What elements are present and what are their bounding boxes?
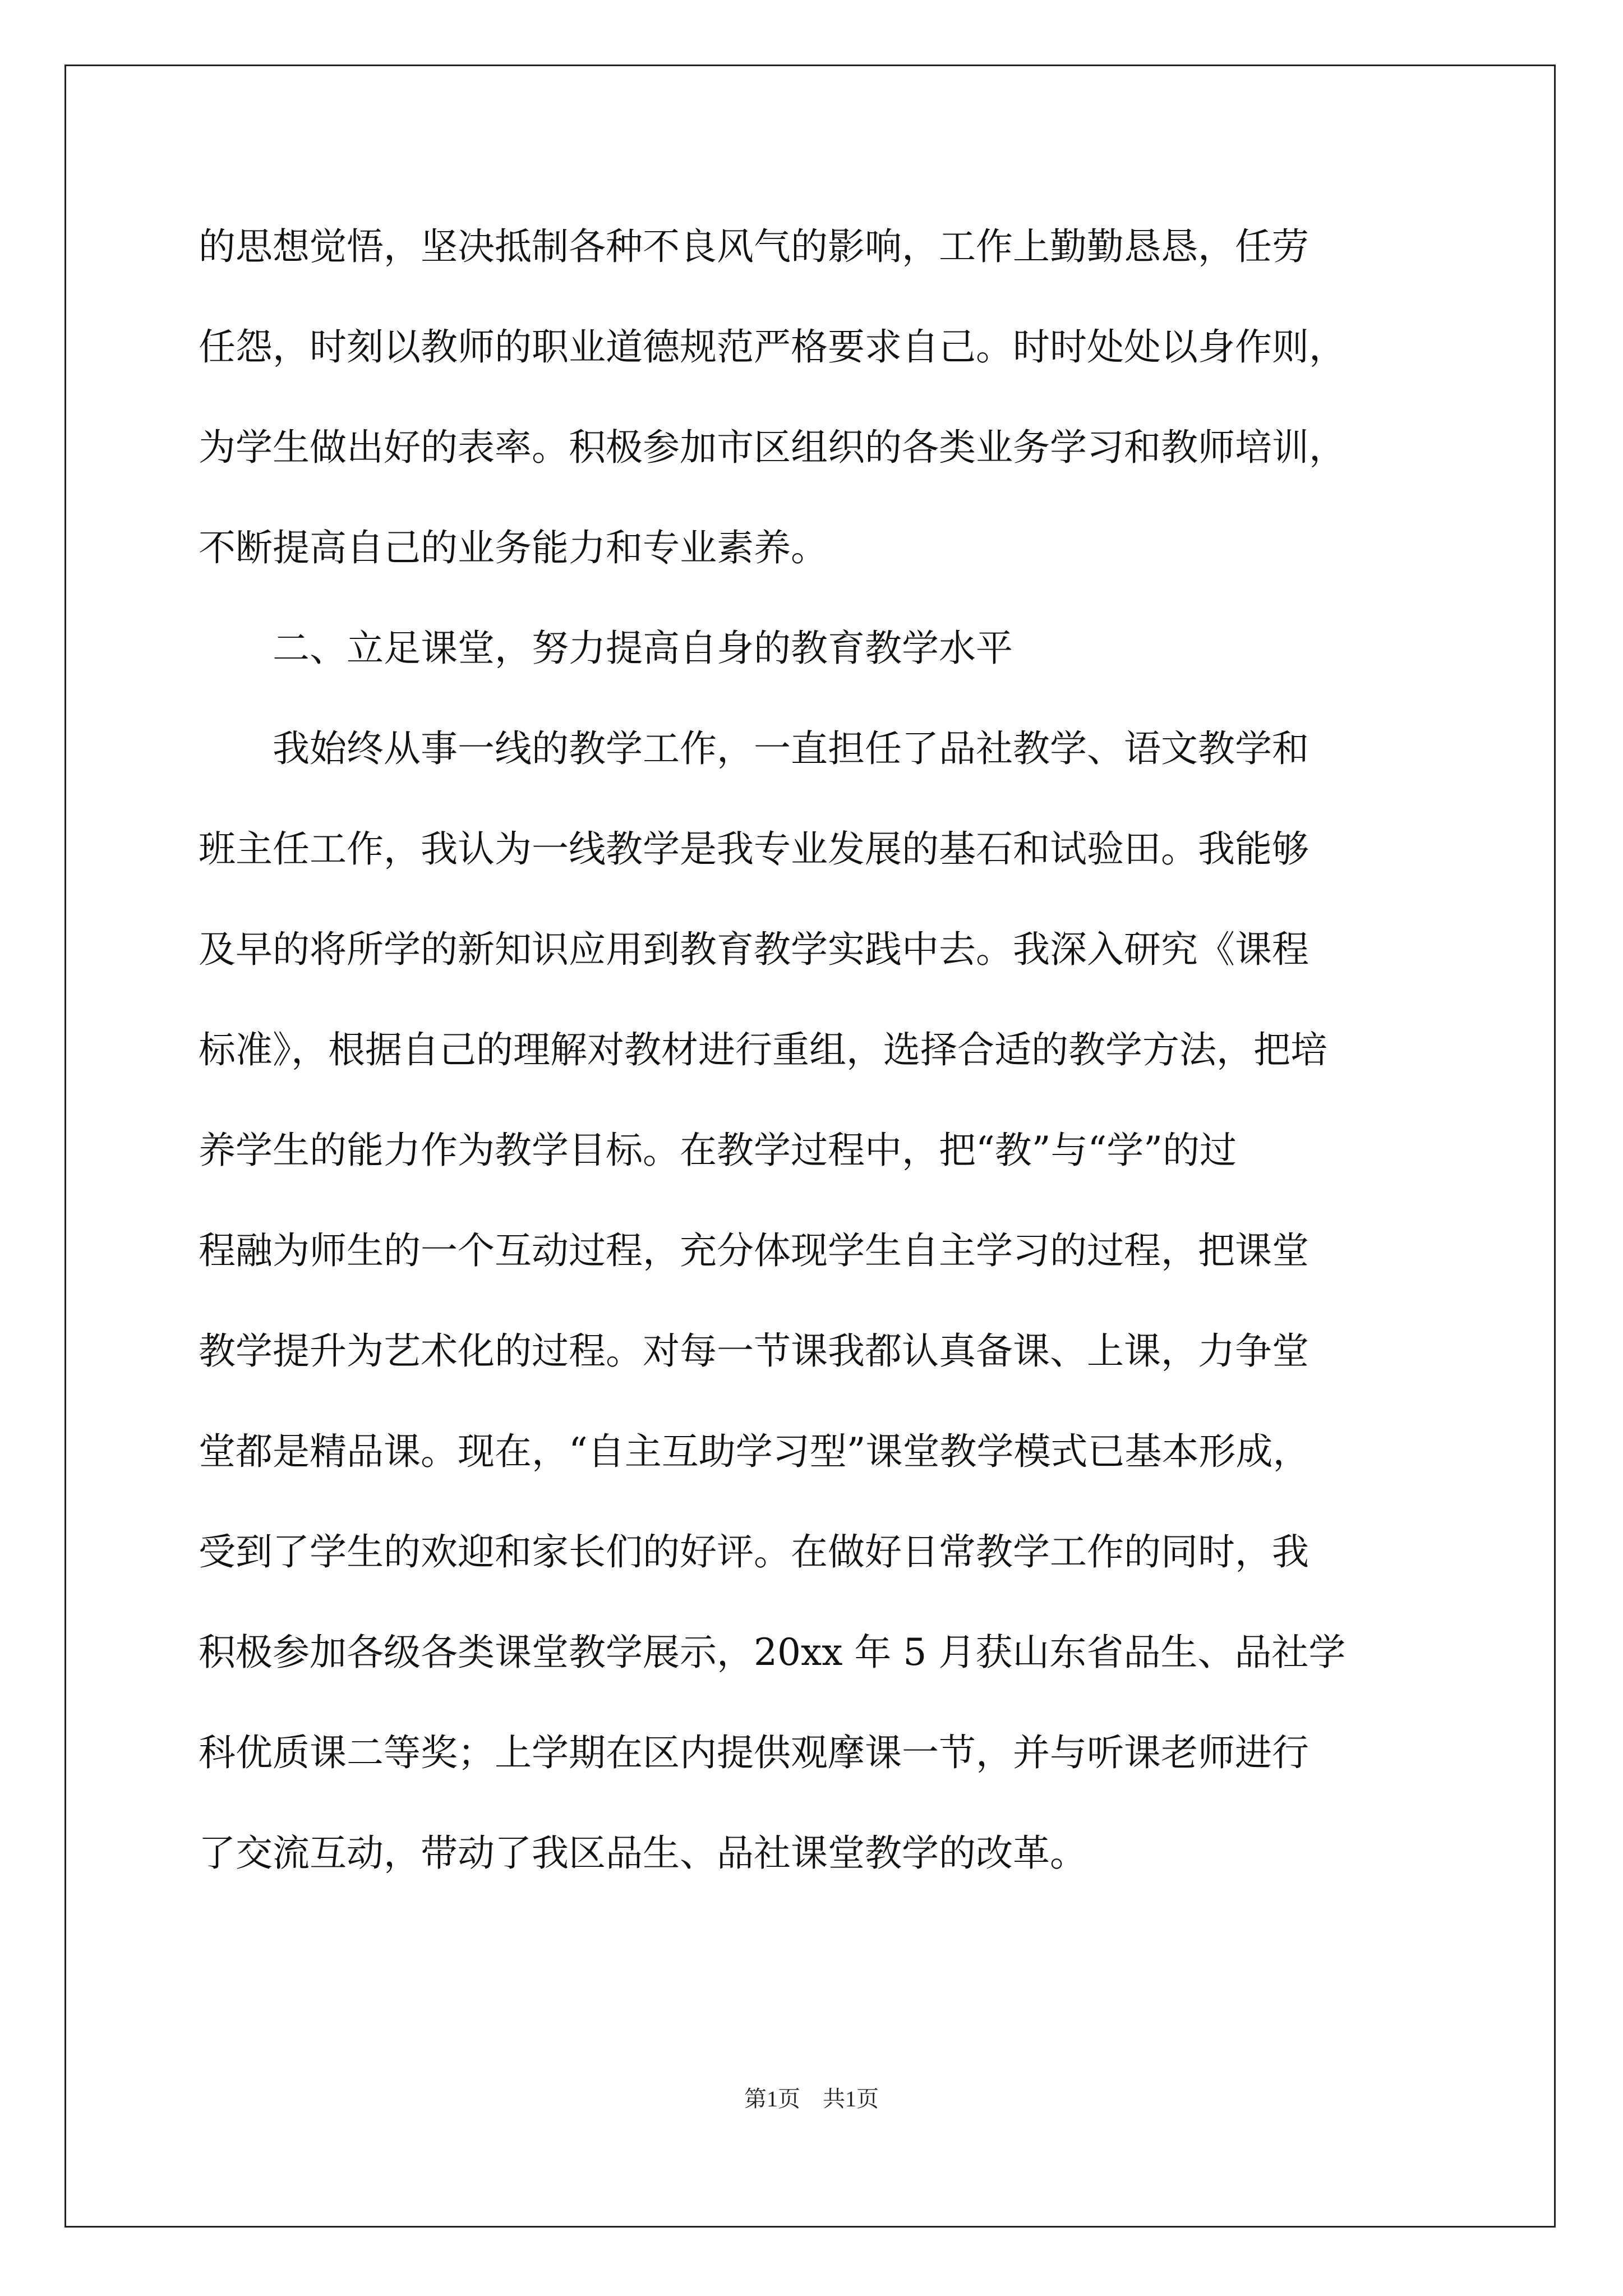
- text-line: 班主任工作，我认为一线教学是我专业发展的基石和试验田。我能够: [199, 827, 1309, 871]
- text-line: 为学生做出好的表率。积极参加市区组织的各类业务学习和教师培训，: [199, 426, 1346, 469]
- text-line: 的思想觉悟，坚决抵制各种不良风气的影响，工作上勤勤恳恳，任劳: [199, 225, 1309, 268]
- text-line: 堂都是精品课。现在，“自主互助学习型”课堂教学模式已基本形成，: [199, 1430, 1310, 1473]
- text-line: 标准》，根据自己的理解对教材进行重组，选择合适的教学方法，把培: [199, 1028, 1327, 1071]
- text-line: 受到了学生的欢迎和家长们的好评。在做好日常教学工作的同时，我: [199, 1530, 1309, 1573]
- text-line: 科优质课二等奖；上学期在区内提供观摩课一节，并与听课老师进行: [199, 1731, 1309, 1774]
- text-line: 积极参加各级各类课堂教学展示，20xx 年 5 月获山东省品生、品社学: [199, 1631, 1346, 1674]
- text-line: 程融为师生的一个互动过程，充分体现学生自主学习的过程，把课堂: [199, 1229, 1309, 1272]
- text-line: 我始终从事一线的教学工作，一直担任了品社教学、语文教学和: [199, 727, 1309, 770]
- text-line: 任怨，时刻以教师的职业道德规范严格要求自己。时时处处以身作则，: [199, 325, 1346, 369]
- text-line: 教学提升为艺术化的过程。对每一节课我都认真备课、上课，力争堂: [199, 1329, 1309, 1373]
- text-line: 养学生的能力作为教学目标。在教学过程中，把“教”与“学”的过: [199, 1129, 1237, 1172]
- text-line: 及早的将所学的新知识应用到教育教学实践中去。我深入研究《课程: [199, 928, 1309, 971]
- text-line: 不断提高自己的业务能力和专业素养。: [199, 526, 828, 569]
- text-line: 了交流互动，带动了我区品生、品社课堂教学的改革。: [199, 1832, 1087, 1875]
- page-footer: 第1页 共1页: [744, 2086, 879, 2111]
- section-heading: 二、立足课堂，努力提高自身的教育教学水平: [199, 627, 1013, 670]
